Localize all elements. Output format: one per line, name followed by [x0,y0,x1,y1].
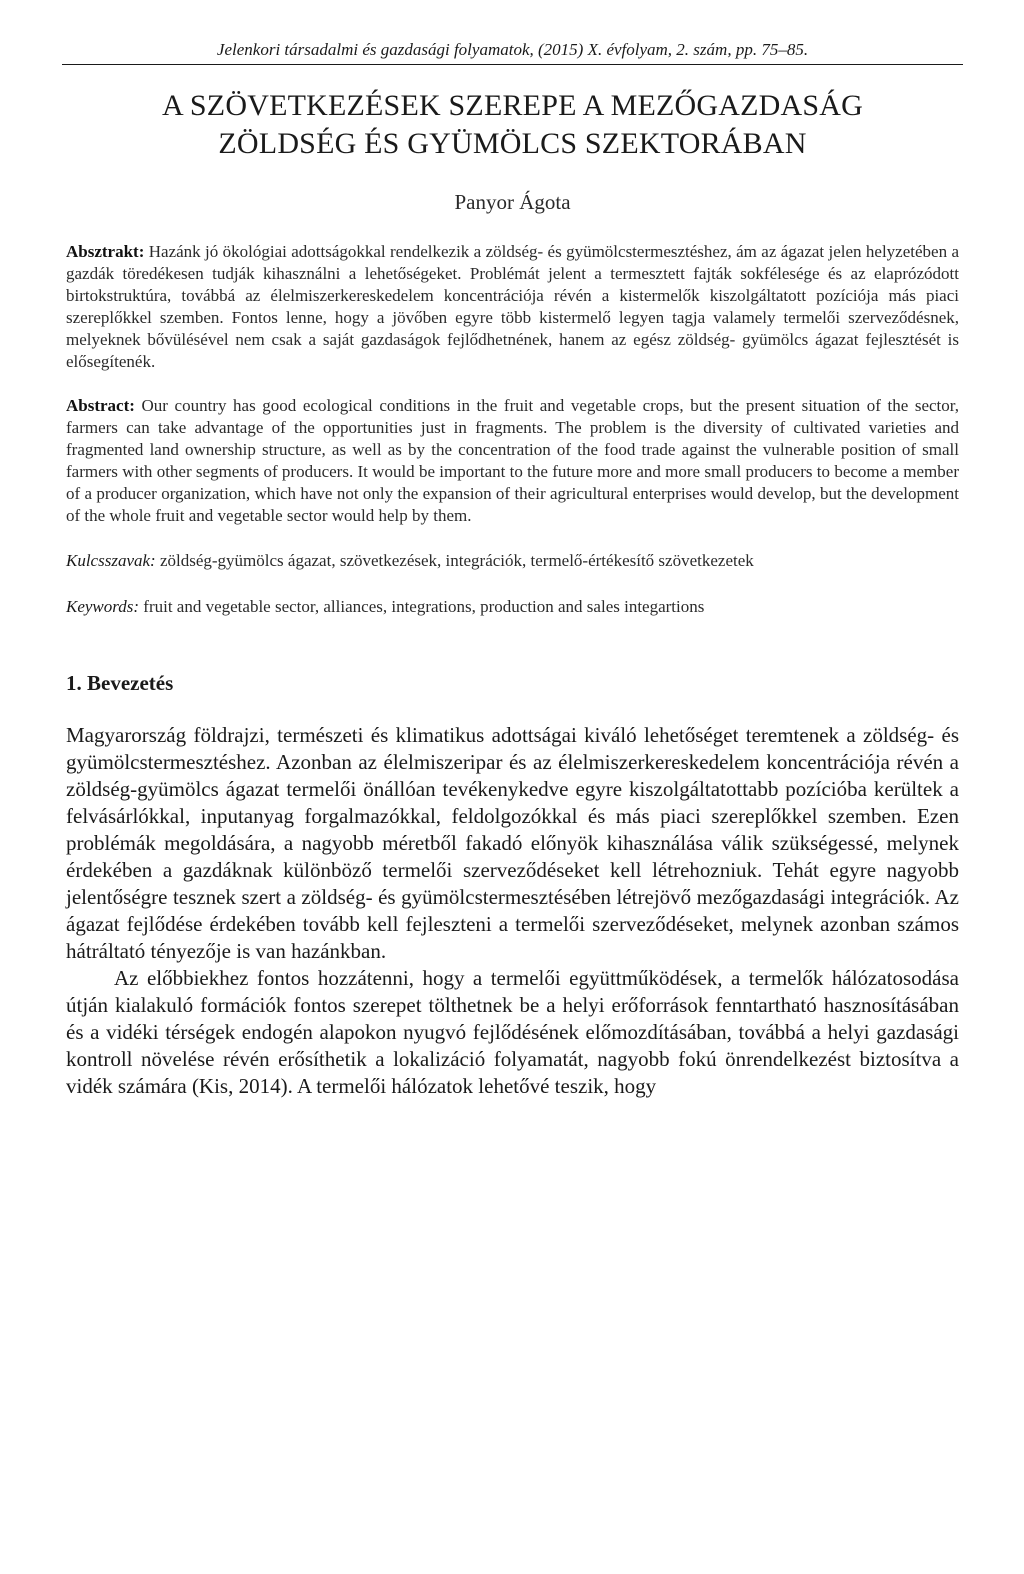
body-paragraph-2: Az előbbiekhez fontos hozzátenni, hogy a termelői együttműködések, a termelők hálózatosodása útján kialakuló formációk fontos szerepet tölthetnek be a helyi erőforrások fenntartható hasznosításában és a vidéki térségek endogén alapokon nyugvó fejlődésének előmozdításában, továbbá a helyi gazdasági kontroll növelése révén erősíthetik a lokalizáció folyamatát, nagyobb fokú önrendelkezést biztosítva a vidék számára (Kis, 2014). A termelői hálózatok lehetővé teszik, hogy [66,966,959,1098]
keywords-hu-text: zöldség-gyümölcs ágazat, szövetkezések, integrációk, termelő-értékesítő szövetkezetek [159,551,754,570]
paper-title [66,87,959,163]
title-line-2: ZÖLDSÉG ÉS GYÜMÖLCS SZEKTORÁBAN [218,127,807,160]
abstract-hu-text: Hazánk jó ökológiai adottságokkal rendelkezik a zöldség- és gyümölcstermesztéshez, ám az ágazat jelen helyzetében a gazdák töredékesen tudják kihasználni a lehetőségeket. Problémát jelent a termesztett fajták sokfélesége és az elaprózódott birtokstruktúra, továbbá az élelmiszerkereskedelem koncentrációja révén a kistermelők kiszolgáltatott pozíciója más piaci szereplőkkel szemben. Fontos lenne, hogy a jövőben egyre több kistermelő legyen tagja valamely termelői szerveződésnek, melyeknek bővülésével nem csak a saját gazdaságok fejlődhetnének, hanem az egész zöldség- gyümölcs ágazat fejlesztését is elősegítenék. [66,242,959,371]
author-name: Panyor Ágota [454,190,571,214]
keywords-hungarian [66,549,959,573]
paper-page [66,40,959,1100]
keywords-en-label: Keywords: [66,597,140,616]
abstract-hu-label: Absztrakt: [66,242,145,261]
section-heading: 1. Bevezetés [66,671,174,695]
keywords-hu-label: Kulcsszavak: [66,551,156,570]
section-body [66,722,959,1100]
body-paragraph-1: Magyarország földrajzi, természeti és klimatikus adottságai kiváló lehetőséget teremtenek a zöldség- és gyümölcstermesztéshez. Azonban az élelmiszeripar és az élelmiszerkereskedelem koncentrációja révén a zöldség-gyümölcs ágazat termelői önállóan tevékenykedve egyre kiszolgáltatottabb pozícióba kerültek a felvásárlókkal, inputanyag forgalmazókkal, feldolgozókkal és más piaci szereplőkkel szemben. Ezen problémák megoldására, a nagyobb méretből fakadó előnyök kihasználása válik szükségessé, melynek érdekében a gazdáknak különböző termelői szerveződéseket kell létrehozniuk. Tehát egyre nagyobb jelentőségre tesznek szert a zöldség- és gyümölcstermesztésében létrejövő mezőgazdasági integrációk. Az ágazat fejlődése érdekében tovább kell fejleszteni a termelői szerveződéseket, melynek azonban számos hátráltató tényezője is van hazánkban. [66,723,959,963]
abstract-english [66,395,959,527]
title-line-1: A SZÖVETKEZÉSEK SZEREPE A MEZŐGAZDASÁG [162,89,863,122]
running-head: Jelenkori társadalmi és gazdasági folyamatok, (2015) X. évfolyam, 2. szám, pp. 75–85. [62,40,963,65]
abstract-en-text: Our country has good ecological conditions in the fruit and vegetable crops, but the present situation of the sector, farmers can take advantage of the opportunities just in fragments. The problem is the diversity of cultivated varieties and fragmented land ownership structure, as well as by the concentration of the food trade against the vulnerable position of small farmers with other segments of producers. It would be important to the future more and more small producers to become a member of a producer organization, which have not only the expansion of their agricultural enterprises would develop, but the development of the whole fruit and vegetable sector would help by them. [66,396,959,525]
keywords-english [66,595,959,619]
abstract-en-label: Abstract: [66,396,135,415]
keywords-en-text: fruit and vegetable sector, alliances, integrations, production and sales integartions [143,597,705,616]
abstract-hungarian [66,241,959,373]
